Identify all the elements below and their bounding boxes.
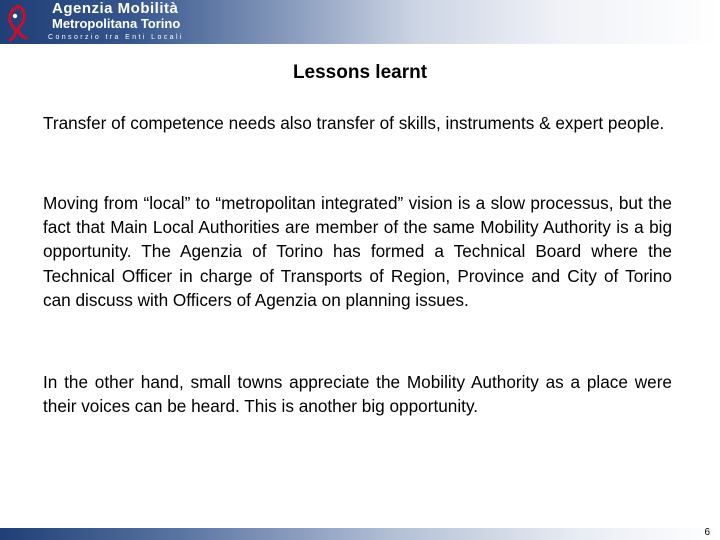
header-band xyxy=(0,0,720,44)
paragraph-small-towns: In the other hand, small towns appreciate the Mobility Authority as a place were their voices can be heard. This is another big opportunity. xyxy=(43,372,672,417)
brand-name: Agenzia Mobilità xyxy=(52,0,179,17)
brand-subtitle: Metropolitana Torino xyxy=(52,16,181,31)
brand-tagline: Consorzio tra Enti Locali xyxy=(48,34,184,41)
paragraph-metropolitan-vision: Moving from “local” to “metropolitan integrated” vision is a slow processus, but the fact that Main Local Authorities are member of the same Mobility Authority is a big opportunity. The Agenzia of Torino has formed a Technical Board where the Technical Officer in charge of Transports of Region, Province and City of Torino can discuss with Officers of Agenzia on planning issues. xyxy=(43,193,672,310)
paragraph-competence: Transfer of competence needs also transfer of skills, instruments & expert people. xyxy=(43,113,665,133)
slide-title: Lessons learnt xyxy=(292,62,428,83)
agency-logo-icon xyxy=(4,2,44,42)
page-number: 6 xyxy=(704,527,710,538)
footer-band xyxy=(0,528,720,540)
